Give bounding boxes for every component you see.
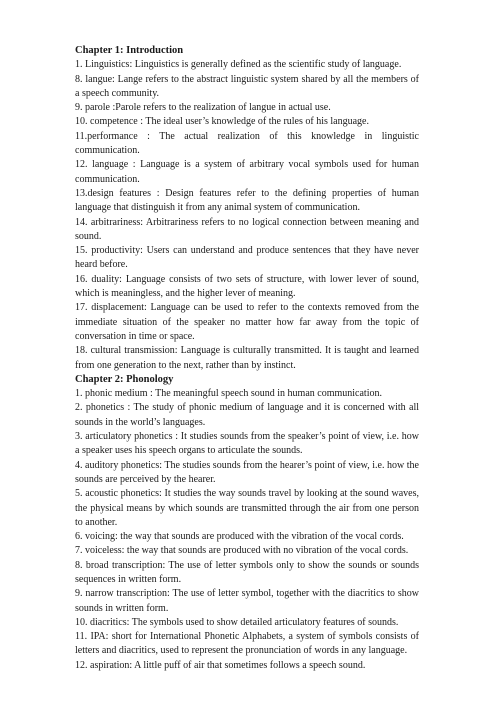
definition-entry: 6. voicing: the way that sounds are produced with the vibration of the vocal cords. — [75, 531, 404, 543]
definition-entry: 8. langue: Lange refers to the abstract linguistic system shared by all the members of a speech community. — [75, 73, 419, 99]
definition-entry: 12. aspiration: A little puff of air that sometimes follows a speech sound. — [75, 659, 366, 671]
definition-entry: 5. acoustic phonetics: It studies the way sounds travel by looking at the sound waves, the physical means by which sounds are transmitted through the air from one person to another. — [75, 488, 419, 528]
definition-entry: 12. language : Language is a system of arbitrary vocal symbols used for human communication. — [75, 159, 419, 185]
definition-entry: 1. Linguistics: Linguistics is generally defined as the scientific study of language. — [75, 59, 402, 71]
definition-entry: 11. IPA: short for International Phonetic Alphabets, a system of symbols consists of letters and diacritics, used to represent the pronunciation of words in any language. — [75, 631, 419, 657]
definition-entry: 15. productivity: Users can understand and produce sentences that they have never heard before. — [75, 245, 419, 271]
definition-entry: 9. parole :Parole refers to the realization of langue in actual use. — [75, 102, 331, 114]
definition-entry: 10. competence : The ideal user’s knowledge of the rules of his language. — [75, 116, 369, 128]
definition-entry: 4. auditory phonetics: The studies sounds from the hearer’s point of view, i.e. how the sounds are perceived by the hearer. — [75, 459, 419, 485]
definition-entry: 10. diacritics: The symbols used to show detailed articulatory features of sounds. — [75, 616, 399, 628]
definition-entry: 9. narrow transcription: The use of letter symbol, together with the diacritics to show sounds in written form. — [75, 588, 419, 614]
definition-entry: 7. voiceless: the way that sounds are produced with no vibration of the vocal cords. — [75, 545, 409, 557]
definition-entry: 3. articulatory phonetics : It studies sounds from the speaker’s point of view, i.e. how a speaker uses his speech organs to articulate the sounds. — [75, 431, 419, 457]
chapter-2-heading: Chapter 2: Phonology — [75, 373, 174, 385]
definition-entry: 18. cultural transmission: Language is culturally transmitted. It is taught and learned from one generation to the next, rather than by instinct. — [75, 345, 419, 371]
definition-entry: 1. phonic medium : The meaningful speech sound in human communication. — [75, 388, 382, 400]
definition-entry: 11.performance : The actual realization of this knowledge in linguistic communication. — [75, 130, 419, 157]
definition-entry: 13.design features : Design features refer to the defining properties of human language that distinguish it from any animal system of communication. — [75, 187, 419, 214]
definition-entry: 16. duality: Language consists of two sets of structure, with lower lever of sound, which is meaningless, and the higher lever of meaning. — [75, 273, 419, 300]
definition-entry: 17. displacement: Language can be used to refer to the contexts removed from the immediate situation of the speaker no matter how far away from the topic of conversation in time or space. — [75, 302, 419, 342]
definition-entry: 14. arbitrariness: Arbitrariness refers to no logical connection between meaning and sound. — [75, 216, 419, 242]
chapter-1-heading: Chapter 1: Introduction — [75, 45, 184, 56]
document-body — [75, 44, 419, 673]
definition-entry: 8. broad transcription: The use of letter symbols only to show the sounds or sounds sequences in written form. — [75, 559, 419, 585]
definition-entry: 2. phonetics : The study of phonic medium of language and it is concerned with all sounds in the world’s languages. — [75, 402, 419, 428]
